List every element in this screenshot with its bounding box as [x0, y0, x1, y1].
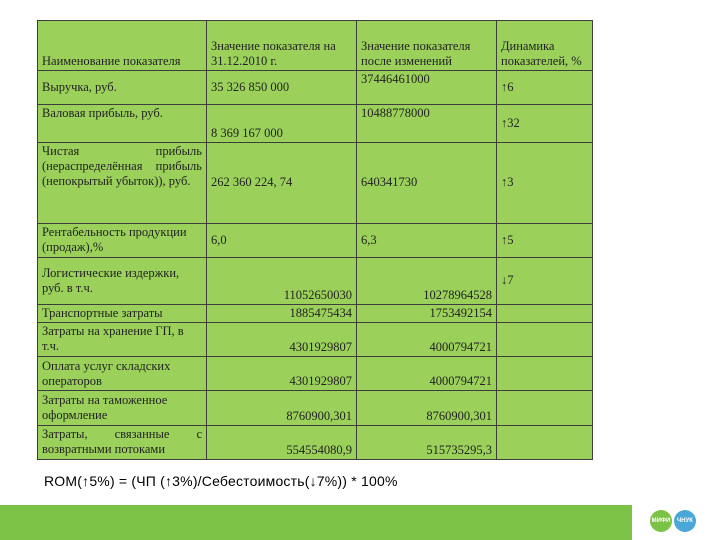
table-row — [38, 71, 593, 104]
table-row — [38, 223, 593, 257]
row-name: Затраты, связанные с возвратными потоками — [38, 425, 207, 459]
table-row — [38, 357, 593, 391]
row-value-after: 10278964528 — [357, 258, 497, 304]
logo — [650, 510, 700, 532]
table-row — [38, 143, 593, 224]
row-value-2010: 35 326 850 000 — [207, 71, 357, 104]
row-name: Чистая прибыль (нераспределённая прибыль (непокрытый убыток)), руб. — [38, 143, 207, 224]
row-value-2010: 4301929807 — [207, 357, 357, 391]
header-value-2010: Значение показателя на 31.12.2010 г. — [207, 21, 357, 71]
row-value-2010: 8 369 167 000 — [207, 104, 357, 142]
row-value-after: 6,3 — [357, 223, 497, 257]
row-value-after: 8760900,301 — [357, 391, 497, 425]
row-dynamics: ↑6 — [497, 71, 593, 104]
row-value-after: 10488778000 — [357, 104, 497, 142]
row-value-2010: 8760900,301 — [207, 391, 357, 425]
row-name: Затраты на таможенное оформление — [38, 391, 207, 425]
table-row — [38, 391, 593, 425]
indicators-table — [37, 20, 593, 460]
table-row — [38, 425, 593, 459]
row-value-after: 515735295,3 — [357, 425, 497, 459]
row-name: Транспортные затраты — [38, 304, 207, 322]
row-value-after: 37446461000 — [357, 71, 497, 104]
table-row — [38, 104, 593, 142]
logo-left-mark: МИФИ — [650, 510, 672, 532]
row-value-after: 4000794721 — [357, 322, 497, 356]
table-row — [38, 322, 593, 356]
row-name: Рентабельность продукции (продаж),% — [38, 223, 207, 257]
row-value-after: 4000794721 — [357, 357, 497, 391]
row-dynamics: ↑32 — [497, 104, 593, 142]
row-dynamics — [497, 391, 593, 425]
table-row — [38, 304, 593, 322]
row-dynamics: ↑5 — [497, 223, 593, 257]
row-value-after: 1753492154 — [357, 304, 497, 322]
row-value-2010: 11052650030 — [207, 258, 357, 304]
row-name: Валовая прибыль, руб. — [38, 104, 207, 142]
footer-bar — [0, 505, 632, 540]
row-value-after: 640341730 — [357, 143, 497, 224]
header-dynamics: Динамика показателей, % — [497, 21, 593, 71]
row-name: Затраты на хранение ГП, в т.ч. — [38, 322, 207, 356]
row-dynamics — [497, 304, 593, 322]
row-dynamics — [497, 322, 593, 356]
row-value-2010: 1885475434 — [207, 304, 357, 322]
row-value-2010: 6,0 — [207, 223, 357, 257]
table-header-row — [38, 21, 593, 71]
row-value-2010: 4301929807 — [207, 322, 357, 356]
row-dynamics: ↓7 — [497, 258, 593, 304]
row-name: Выручка, руб. — [38, 71, 207, 104]
row-value-2010: 262 360 224, 74 — [207, 143, 357, 224]
row-value-2010: 554554080,9 — [207, 425, 357, 459]
row-dynamics — [497, 357, 593, 391]
rom-formula: ROM(↑5%) = (ЧП (↑3%)/Себестоимость(↓7%)) * 100% — [44, 473, 398, 489]
header-value-after: Значение показателя после изменений — [357, 21, 497, 71]
table-row — [38, 258, 593, 304]
row-dynamics — [497, 425, 593, 459]
logo-right-mark: ЧНУК — [674, 510, 696, 532]
row-name: Оплата услуг складских операторов — [38, 357, 207, 391]
header-indicator-name: Наименование показателя — [38, 21, 207, 71]
row-dynamics: ↑3 — [497, 143, 593, 224]
row-name: Логистические издержки, руб. в т.ч. — [38, 258, 207, 304]
